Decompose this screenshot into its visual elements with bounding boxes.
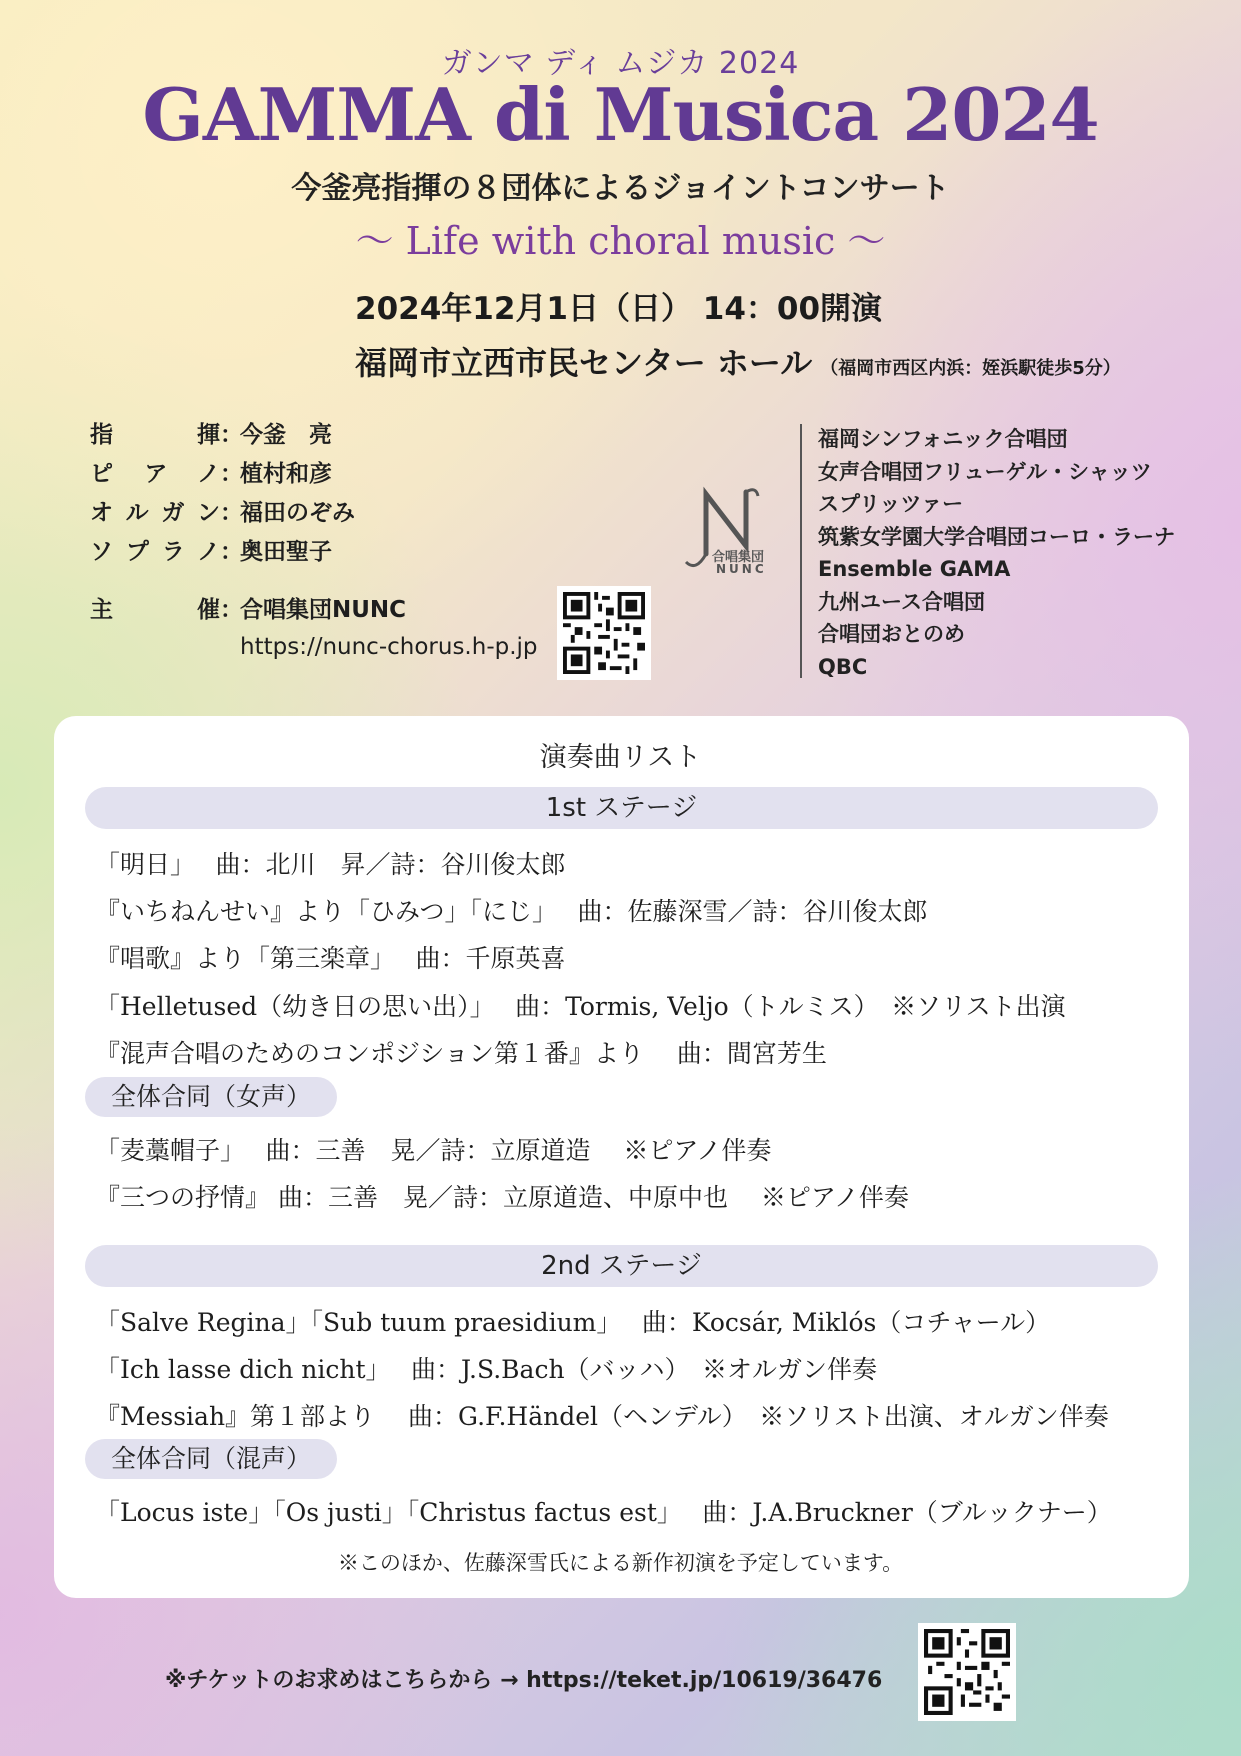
group-item: 合唱団おとのめ <box>818 622 965 646</box>
program-piece: 『いちねんせい』より「ひみつ」「にじ」 曲：佐藤深雪／詩：谷川俊太郎 <box>95 897 928 926</box>
program-piece: 「Helletused（幼き日の思い出）」 曲：Tormis, Veljo（トルミス） ※ソリスト出演 <box>95 992 1066 1021</box>
credit-row: ソプラノ ： 奥田聖子 <box>90 530 355 569</box>
event-venue <box>355 338 1121 384</box>
credit-name: 奥田聖子 <box>240 539 332 565</box>
event-date: 2024年12月1日（日） 14：00開演 <box>355 291 883 327</box>
ticket-qr-code[interactable] <box>918 1623 1016 1721</box>
program-footnote: ※このほか、佐藤深雪氏による新作初演を予定しています。 <box>337 1551 904 1575</box>
credit-label: ピアノ <box>90 461 220 487</box>
group-item: QBC <box>818 654 868 679</box>
program-piece: 「Ich lasse dich nicht」 曲：J.S.Bach（バッハ） ※オルガン伴奏 <box>95 1355 878 1384</box>
group-item: Ensemble GAMA <box>818 557 1011 581</box>
event-tagline: ～ Life with choral music ～ <box>355 219 886 263</box>
credit-row: 指揮 ： 今釜 亮 <box>90 413 355 452</box>
credit-label: 指揮 <box>90 422 220 448</box>
organizer: 主催 ： 合唱集団NUNC https://nunc-chorus.h-p.jp <box>90 587 538 667</box>
program-piece: 「Locus iste」「Os justi」「Christus factus est」 曲：J.A.Bruckner（ブルックナー） <box>95 1498 1112 1527</box>
program-piece: 『Messiah』第１部より 曲：G.F.Händel（ヘンデル） ※ソリスト出演、オルガン伴奏 <box>95 1402 1109 1431</box>
organizer-name: 合唱集団NUNC <box>240 596 407 623</box>
program-piece: 「Salve Regina」「Sub tuum praesidium」 曲：Kocsár, Miklós（コチャール） <box>95 1308 1051 1337</box>
credit-label: オルガン <box>90 500 220 526</box>
credit-name: 今釜 亮 <box>240 422 332 448</box>
participating-groups <box>818 423 1175 683</box>
logo-text: 合唱集団 <box>712 550 765 565</box>
organizer-qr-code[interactable] <box>557 586 651 680</box>
program-piece: 『混声合唱のためのコンポジション第１番』より 曲：間宮芳生 <box>95 1039 827 1068</box>
event-title: GAMMA di Musica 2024 <box>142 72 1099 157</box>
program-piece: 「麦藁帽子」 曲：三善 晃／詩：立原道造 ※ピアノ伴奏 <box>95 1136 772 1165</box>
stage2-header: 2nd ステージ <box>85 1245 1158 1287</box>
credit-name: 植村和彦 <box>240 461 332 487</box>
joint-stage-header: 全体合同（女声） <box>85 1077 337 1117</box>
group-item: スプリッツァー <box>818 492 964 516</box>
venue-name: 福岡市立西市民センター ホール <box>355 344 813 382</box>
credit-name: 福田のぞみ <box>240 500 355 526</box>
kana-title: ガンマ ディ ムジカ 2024 <box>441 46 800 81</box>
qr-code-icon <box>563 592 645 674</box>
program-title: 演奏曲リスト <box>539 742 702 773</box>
organizer-url[interactable]: https://nunc-chorus.h-p.jp <box>240 634 538 660</box>
group-item: 福岡シンフォニック合唱団 <box>818 427 1068 451</box>
credit-label: ソプラノ <box>90 539 220 565</box>
event-subtitle: 今釜亮指揮の８団体によるジョイントコンサート <box>291 171 950 206</box>
credit-row: ピアノ ： 植村和彦 <box>90 452 355 491</box>
group-item: 女声合唱団フリューゲル・シャッツ <box>818 459 1152 484</box>
ticket-link[interactable]: ※チケットのお求めはこちらから → https://teket.jp/10619/36476 <box>165 1668 883 1693</box>
credit-row: オルガン ： 福田のぞみ <box>90 491 355 530</box>
qr-code-icon <box>924 1629 1010 1715</box>
program-piece: 『三つの抒情』 曲：三善 晃／詩：立原道造、中原中也 ※ピアノ伴奏 <box>95 1183 909 1212</box>
performer-credits <box>90 413 355 569</box>
organizer-label: 主催 <box>90 596 220 623</box>
group-item: 九州ユース合唱団 <box>818 589 985 614</box>
group-item: 筑紫女学園大学合唱団コーロ・ラーナ <box>818 524 1175 549</box>
stage1-header: 1st ステージ <box>85 787 1158 829</box>
program-piece: 「明日」 曲：北川 昇／詩：谷川俊太郎 <box>95 850 566 879</box>
venue-note: （福岡市西区内浜：姪浜駅徒歩5分） <box>820 358 1121 379</box>
divider <box>800 424 802 678</box>
program-piece: 『唱歌』より「第三楽章」 曲：千原英喜 <box>95 944 566 973</box>
joint-stage-header: 全体合同（混声） <box>85 1439 337 1479</box>
logo-subtext: NUNC <box>716 562 767 576</box>
